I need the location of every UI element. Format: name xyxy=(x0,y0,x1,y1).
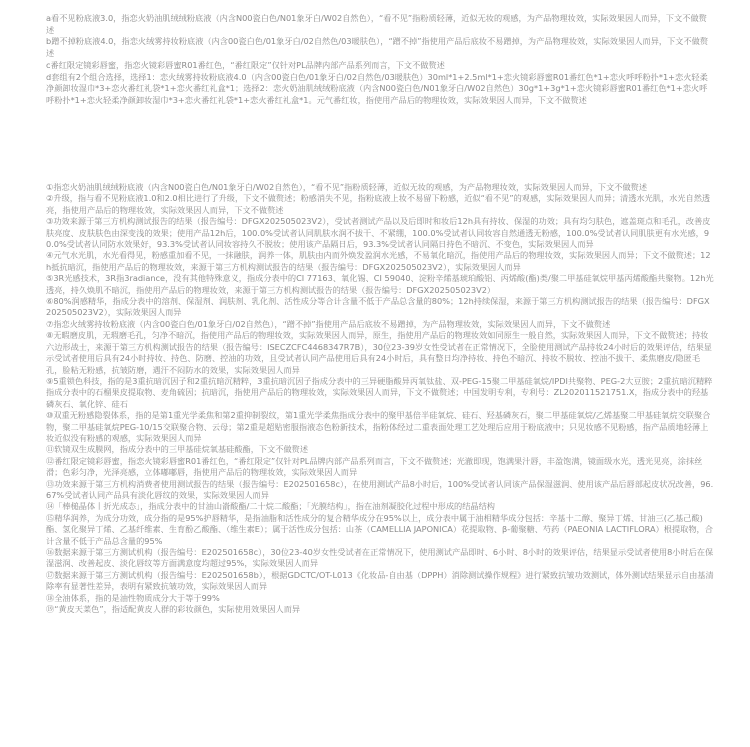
note-18: ⑱全油体系，指的是油性物质成分大于等于99% xyxy=(46,592,220,603)
note-19: ⑲“黄皮天菜色”，指适配黄皮人群的彩妆颜色，实际使用效果因人而异 xyxy=(46,604,301,615)
note-12: ⑫番红限定镜彩唇蜜，指恋火镜彩唇蜜R01番红色，“番红限定”仅针对PL品牌内部产品系列而言，下文不做赘述；光澈即现，饱满果汁唇，丰盈饱满，镜面级水光，透光见亮，涂抹丝滑；色彩匀净，光泽亮感，立体嘟嘟唇，指使用产品后的物理妆效，实际效果因人而异 xyxy=(46,455,703,478)
note-17: ⑰数据来源于第三方测试机构（报告编号：E202501658b），根据GDCTC/OT-L013《化妆品-自由基（DPPH）消除测试操作规程》进行紧致抗皱功效测试，体外测试结果显示自由基清除率有显著性差异，表明有紧致抗皱功效，实际效果因人而异 xyxy=(46,569,714,592)
note-10: ⑩双重无粉感隐裂体系，指的是第1重光学柔焦和第2重抑制裂纹，第1重光学柔焦指成分表中的聚甲基倍半硅氧烷、硅石、羟基磷灰石，聚二甲基硅氧烷/乙烯基聚二甲基硅氧烷交联聚合物，聚二甲基硅氧烷PEG-10/15交联聚合物、云母；第2重是超贴密服指液态色粉新技术，指粉体经过二重表面处理工艺处理后应用于粉底液中；只见妆感不见粉感，指产品质地轻薄上妆近似没有粉感的观感，实际效果因人而异 xyxy=(46,410,711,443)
note-11: ⑪软镜双生成膜网，指成分表中的三甲基硅烷氧基硅酸酯，下文不做赘述 xyxy=(46,444,309,455)
note-6: ⑥80%润感精华，指成分表中的溶剂、保湿剂、润肤剂、乳化剂、活性成分等合计含量不低于产品总含量的80%；12h持续保湿，来源于第三方机构测试报告的结果（报告编号：DFGX202505023V2），实际效果因人而异 xyxy=(46,296,710,318)
note-d: d套组有2个组合选择，选择1：恋火绒雾持妆粉底液4.0（内含00瓷白色/01象牙白/02自然色/03暖肤色）30ml*1+2.5ml*1+恋火镜彩唇蜜R01番红色*1+恋火呼呼粉扑*1+恋火轻柔净颜卸妆湿巾*3+恋火番红礼袋*1+恋火番红礼盒*1；选择2：恋火奶油肌绒绒粉底液（内含N00瓷白色/N01象牙白/W02自然色）30g*1+3g*1+恋火镜彩唇蜜R01番红色*1+恋火呼呼粉扑*1+恋火轻柔净颜卸妆湿巾*3+恋火番红礼袋*1+恋火番红礼盒*1。元气番红妆，指使用产品后的物理妆效，实际效果因人而异，下文不做赘述 xyxy=(46,71,708,105)
note-c: c番红限定镜彩唇蜜，指恋火镜彩唇蜜R01番红色，“番红限定”仅针对PL品牌内部产品系列而言，下文不做赘述 xyxy=(46,59,445,70)
note-7: ⑦指恋火绒雾持妆粉底液（内含00瓷白色/01象牙白/02自然色），“蹭不掉”指使用产品后底妆不易蹭掉，为产品物理妆效，实际效果因人而异，下文不做赘述 xyxy=(46,318,611,329)
note-16: ⑯数据来源于第三方测试机构（报告编号：E202501658c），30位23-40岁女性受试者在正常情况下，使用测试产品即时、6小时、8小时的效果评估，结果显示受试者使用8小时后在保湿滋润、改善起皮、淡化唇纹等方面满意度均超过95%，实际效果因人而异 xyxy=(46,547,714,569)
note-4: ④元气水光肌，水光看得见，粉感重加看不见，一抹融肤，润养一体，肌肤由内而外焕发盈润水光感，不易氧化暗沉，指使用产品后的物理妆效，实际效果因人而异；下文不做赘述；12h抵抗暗沉，指使用产品后的物理妆效，来源于第三方机构测试报告的结果（报告编号：DFGX202505023V2），实际效果因人而异 xyxy=(46,250,711,272)
lettered-notes xyxy=(46,13,714,107)
note-15: ⑮精华润养，为成分功效，成分指的是95%护唇精华，是指油脂和活性成分的复合精华成分在95%以上，成分表中属于油相精华成分包括：辛基十二醇、聚异丁烯、甘油三(乙基己酸)酯、氢化聚异丁烯、乙基纤维素、生育酚乙酸酯、（维生素E）；属于活性成分包括：山茶（CAMELLIA JAPONICA）花提取物、β-葡聚糖、芍药（PAEONIA LACTIFLORA）根提取物，合计含量不低于产品总含量的95% xyxy=(46,512,713,546)
note-5: ⑤3R光感技术，3R指3radiance，没有其他特殊意义，指成分表中的CI 77163、氧化锡、CI 59040、淀粉辛烯基琥珀酸铝、丙烯酸(酯)类/聚二甲基硅氧烷甲基丙烯酸酯共聚物。12h光透亮，持久焕肌不暗沉，指使用产品后的物理妆效，来源于第三方机构测试报告的结果（报告编号：DFGX202505023V2） xyxy=(46,273,714,295)
note-3: ③功效来源于第三方机构测试报告的结果（报告编号：DFGX202505023V2），受试者测试产品以及后即时和妆后12h具有持妆、保湿的功效；具有均匀肤色，遮盖斑点和毛孔，改善皮肤亮度、皮肤肤色由深变浅的效果；使用产品12h后，100.0%受试者认同肌肤水润不拔干、不紧绷，100.0%受试者认同妆容自然通透无粉感，100.0%受试者认同肌肤更有水光感，90.0%受试者认同防水效果好，93.3%受试者认同妆容持久不脱妆；使用该产品隔日后，93.3%受试者认同隔日持色不暗沉、不变色，实际效果因人而异 xyxy=(46,216,711,250)
note-8: ⑧无暇磨皮肌，无瑕磨毛孔，匀净不暗沉，指使用产品后的物理妆效，实际效果因人而异，原生，指使用产品后的物理妆效如同原生一般自然，实际效果因人而异，下文不做赘述；持妆六边形战士，来源于第三方机构测试报告的结果（报告编号：ISECZCFC4468347R7B），30位23-39岁女性受试者在正常情况下，全脸使用测试产品持妆24小时后的效果评估，结果显示受试者使用后具有24小时持妆、持色、防磨、控油的功效，且受试者认同产品使用后具有24小时后，具有整日均净持妆、持色不暗沉、持妆不脱妆、控油不拔干、柔焦磨皮/隐匿毛孔，脸粘无粉感，抗皱防磨，遇汗不闷防水的效果，实际效果因人而异 xyxy=(46,330,712,375)
note-b: b蹭不掉粉底液4.0，指恋火绒雾持妆粉底液（内含00瓷白色/01象牙白/02自然色/03暖肤色），“蹭不掉”指使用产品后底妆不易蹭掉，为产品物理妆效，实际效果因人而异，下文不做赘述 xyxy=(46,36,709,59)
numbered-notes xyxy=(46,182,714,615)
note-9: ⑨5重锁色科技，指的是3重抗暗沉因子和2重抗暗沉精粹，3重抗暗沉因子指成分表中的三异硬脂酸异丙氧钛盐、双-PEG-15聚二甲基硅氧烷/IPDI共聚物、PEG-2大豆胺；2重抗暗沉精粹指成分表中的石榴果皮提取物、麦角硫因；抗暗沉，指使用产品后的物理妆效，实际效果因人而异，下文不做赘述；中国发明专利，专利号：ZL202011521751.X，指成分表中的羟基磷灰石、氧化锌、硅石 xyxy=(46,375,713,409)
note-13: ⑬功效来源于第三方机构消费者使用测试报告的结果（报告编号：E202501658c），在使用测试产品8小时后，100%受试者认同该产品保湿滋润、使用该产品后唇部起皮状况改善，96.67%受试者认同产品具有淡化唇纹的效果，实际效果因人而异 xyxy=(46,478,714,500)
note-1: ①指恋火奶油肌绒绒粉底液（内含N00瓷白色/N01象牙白/W02自然色），“看不见”指粉质轻薄，近似无妆的观感，为产品物理妆效，实际效果因人而异，下文不做赘述 xyxy=(46,182,648,192)
note-a: a看不见粉底液3.0，指恋火奶油肌绒绒粉底液（内含N00瓷白色/N01象牙白/W02自然色），“看不见”指粉质轻薄，近似无妆的观感，为产品物理妆效，实际效果因人而异，下文不做赘述 xyxy=(46,13,707,35)
note-2: ②升级，指与看不见粉底液1.0和2.0相比进行了升级，下文不做赘述；粉感消失不见，指粉底液上妆不易留下粉感，近似“看不见”的观感，实际效果因人而异；清透水光肌，水光自然透亮，指使用产品后的物理妆效，实际效果因人而异，下文不做赘述 xyxy=(46,193,711,215)
note-14: ⑭「棒槌晶体丨折光成态」，指成分表中的甘油山嵛酸酯/二十烷二酸酯；「光膜结构」，指在油剂凝胶化过程中形成的结晶结构 xyxy=(46,501,495,512)
